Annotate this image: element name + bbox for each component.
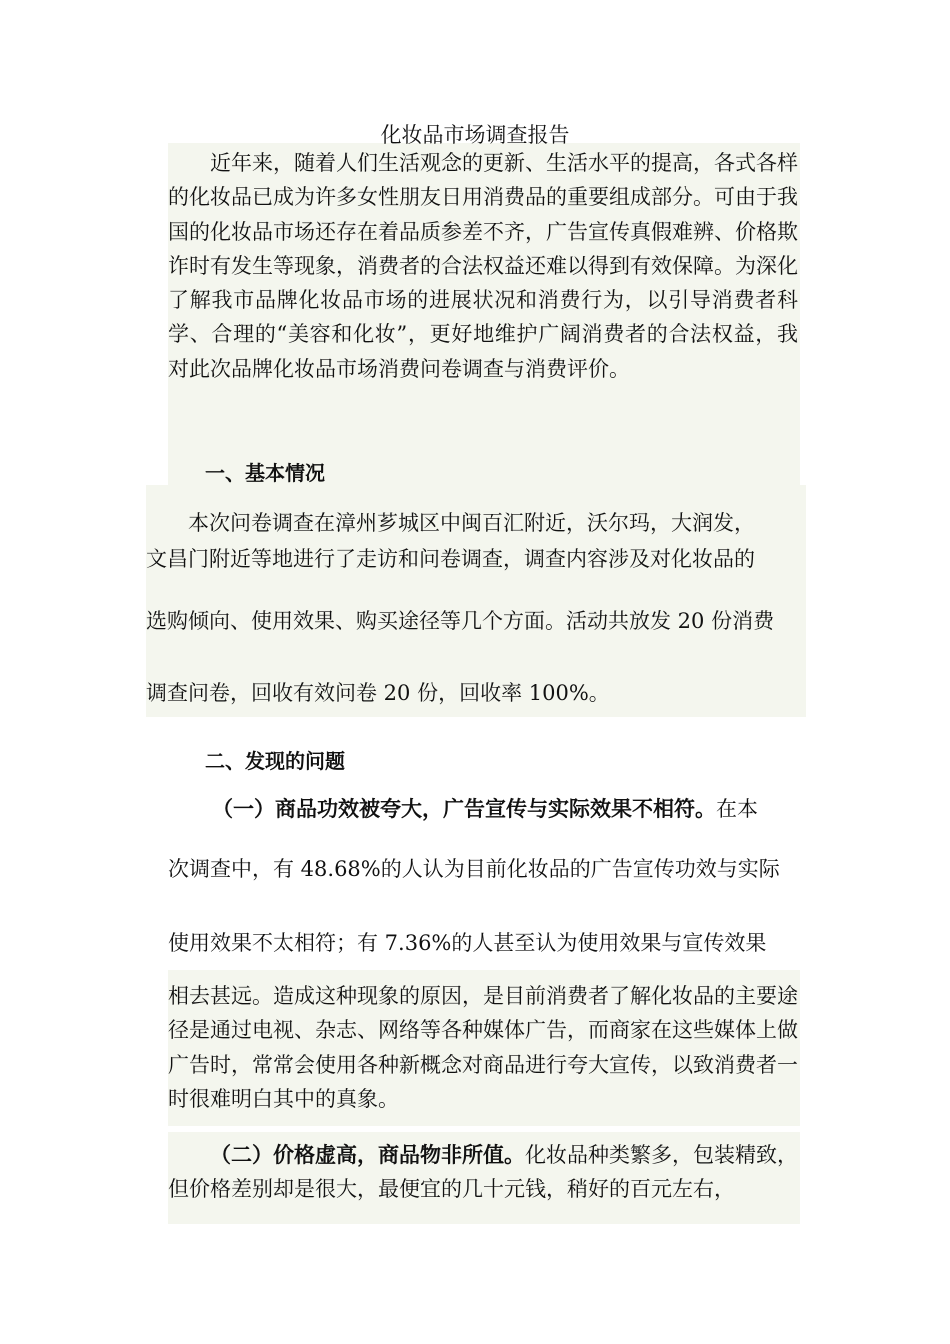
issue1-line-2: 次调查中，有 48.68%的人认为目前化妆品的广告宣传功效与实际 [168, 857, 780, 881]
issue1-line-3: 使用效果不太相符；有 7.36%的人甚至认为使用效果与宣传效果 [168, 931, 767, 955]
section1-line-4: 调查问卷，回收有效问卷 20 份，回收率 100%。 [146, 681, 610, 705]
intro-paragraph: 近年来，随着人们生活观念的更新、生活水平的提高，各式各样的化妆品已成为许多女性朋友日用消费品的重要组成部分。可由于我国的化妆品市场还存在着品质参差不齐，广告宣传真假难辨、价格欺诈时有发生等现象，消费者的合法权益还难以得到有效保障。为深化了解我市品牌化妆品市场的进展状况和消费行为，以引导消费者科学、合理的“美容和化妆”，更好地维护广阔消费者的合法权益，我对此次品牌化妆品市场消费问卷调查与消费评价。 [168, 151, 798, 381]
issue1-lead: 在本 [716, 797, 758, 821]
issue2-heading: （二）价格虚高，商品物非所值。 [210, 1142, 525, 1167]
section1-line-1: 本次问卷调查在漳州芗城区中闽百汇附近，沃尔玛，大润发， [188, 511, 755, 535]
issue1-heading: （一）商品功效被夸大，广告宣传与实际效果不相符。 [212, 796, 716, 821]
section1-heading: 一、基本情况 [205, 461, 325, 485]
issue1-first-line [212, 794, 758, 824]
document-title: 化妆品市场调查报告 [380, 123, 570, 147]
section1-line-3: 选购倾向、使用效果、购买途径等几个方面。活动共放发 20 份消费 [146, 609, 775, 633]
issue2-paragraph [168, 1138, 798, 1207]
issue2-text: 化妆品种类繁多，包装精致，但价格差别却是很大，最便宜的几十元钱，稍好的百元左右， [168, 1143, 798, 1202]
section1-line-2: 文昌门附近等地进行了走访和问卷调查，调查内容涉及对化妆品的 [146, 547, 755, 571]
issue1-rest-paragraph: 相去甚远。造成这种现象的原因，是目前消费者了解化妆品的主要途径是通过电视、杂志、网络等各种媒体广告，而商家在这些媒体上做广告时，常常会使用各种新概念对商品进行夸大宣传，以致消费者一时很难明白其中的真象。 [168, 984, 798, 1111]
section2-heading: 二、发现的问题 [205, 749, 345, 773]
